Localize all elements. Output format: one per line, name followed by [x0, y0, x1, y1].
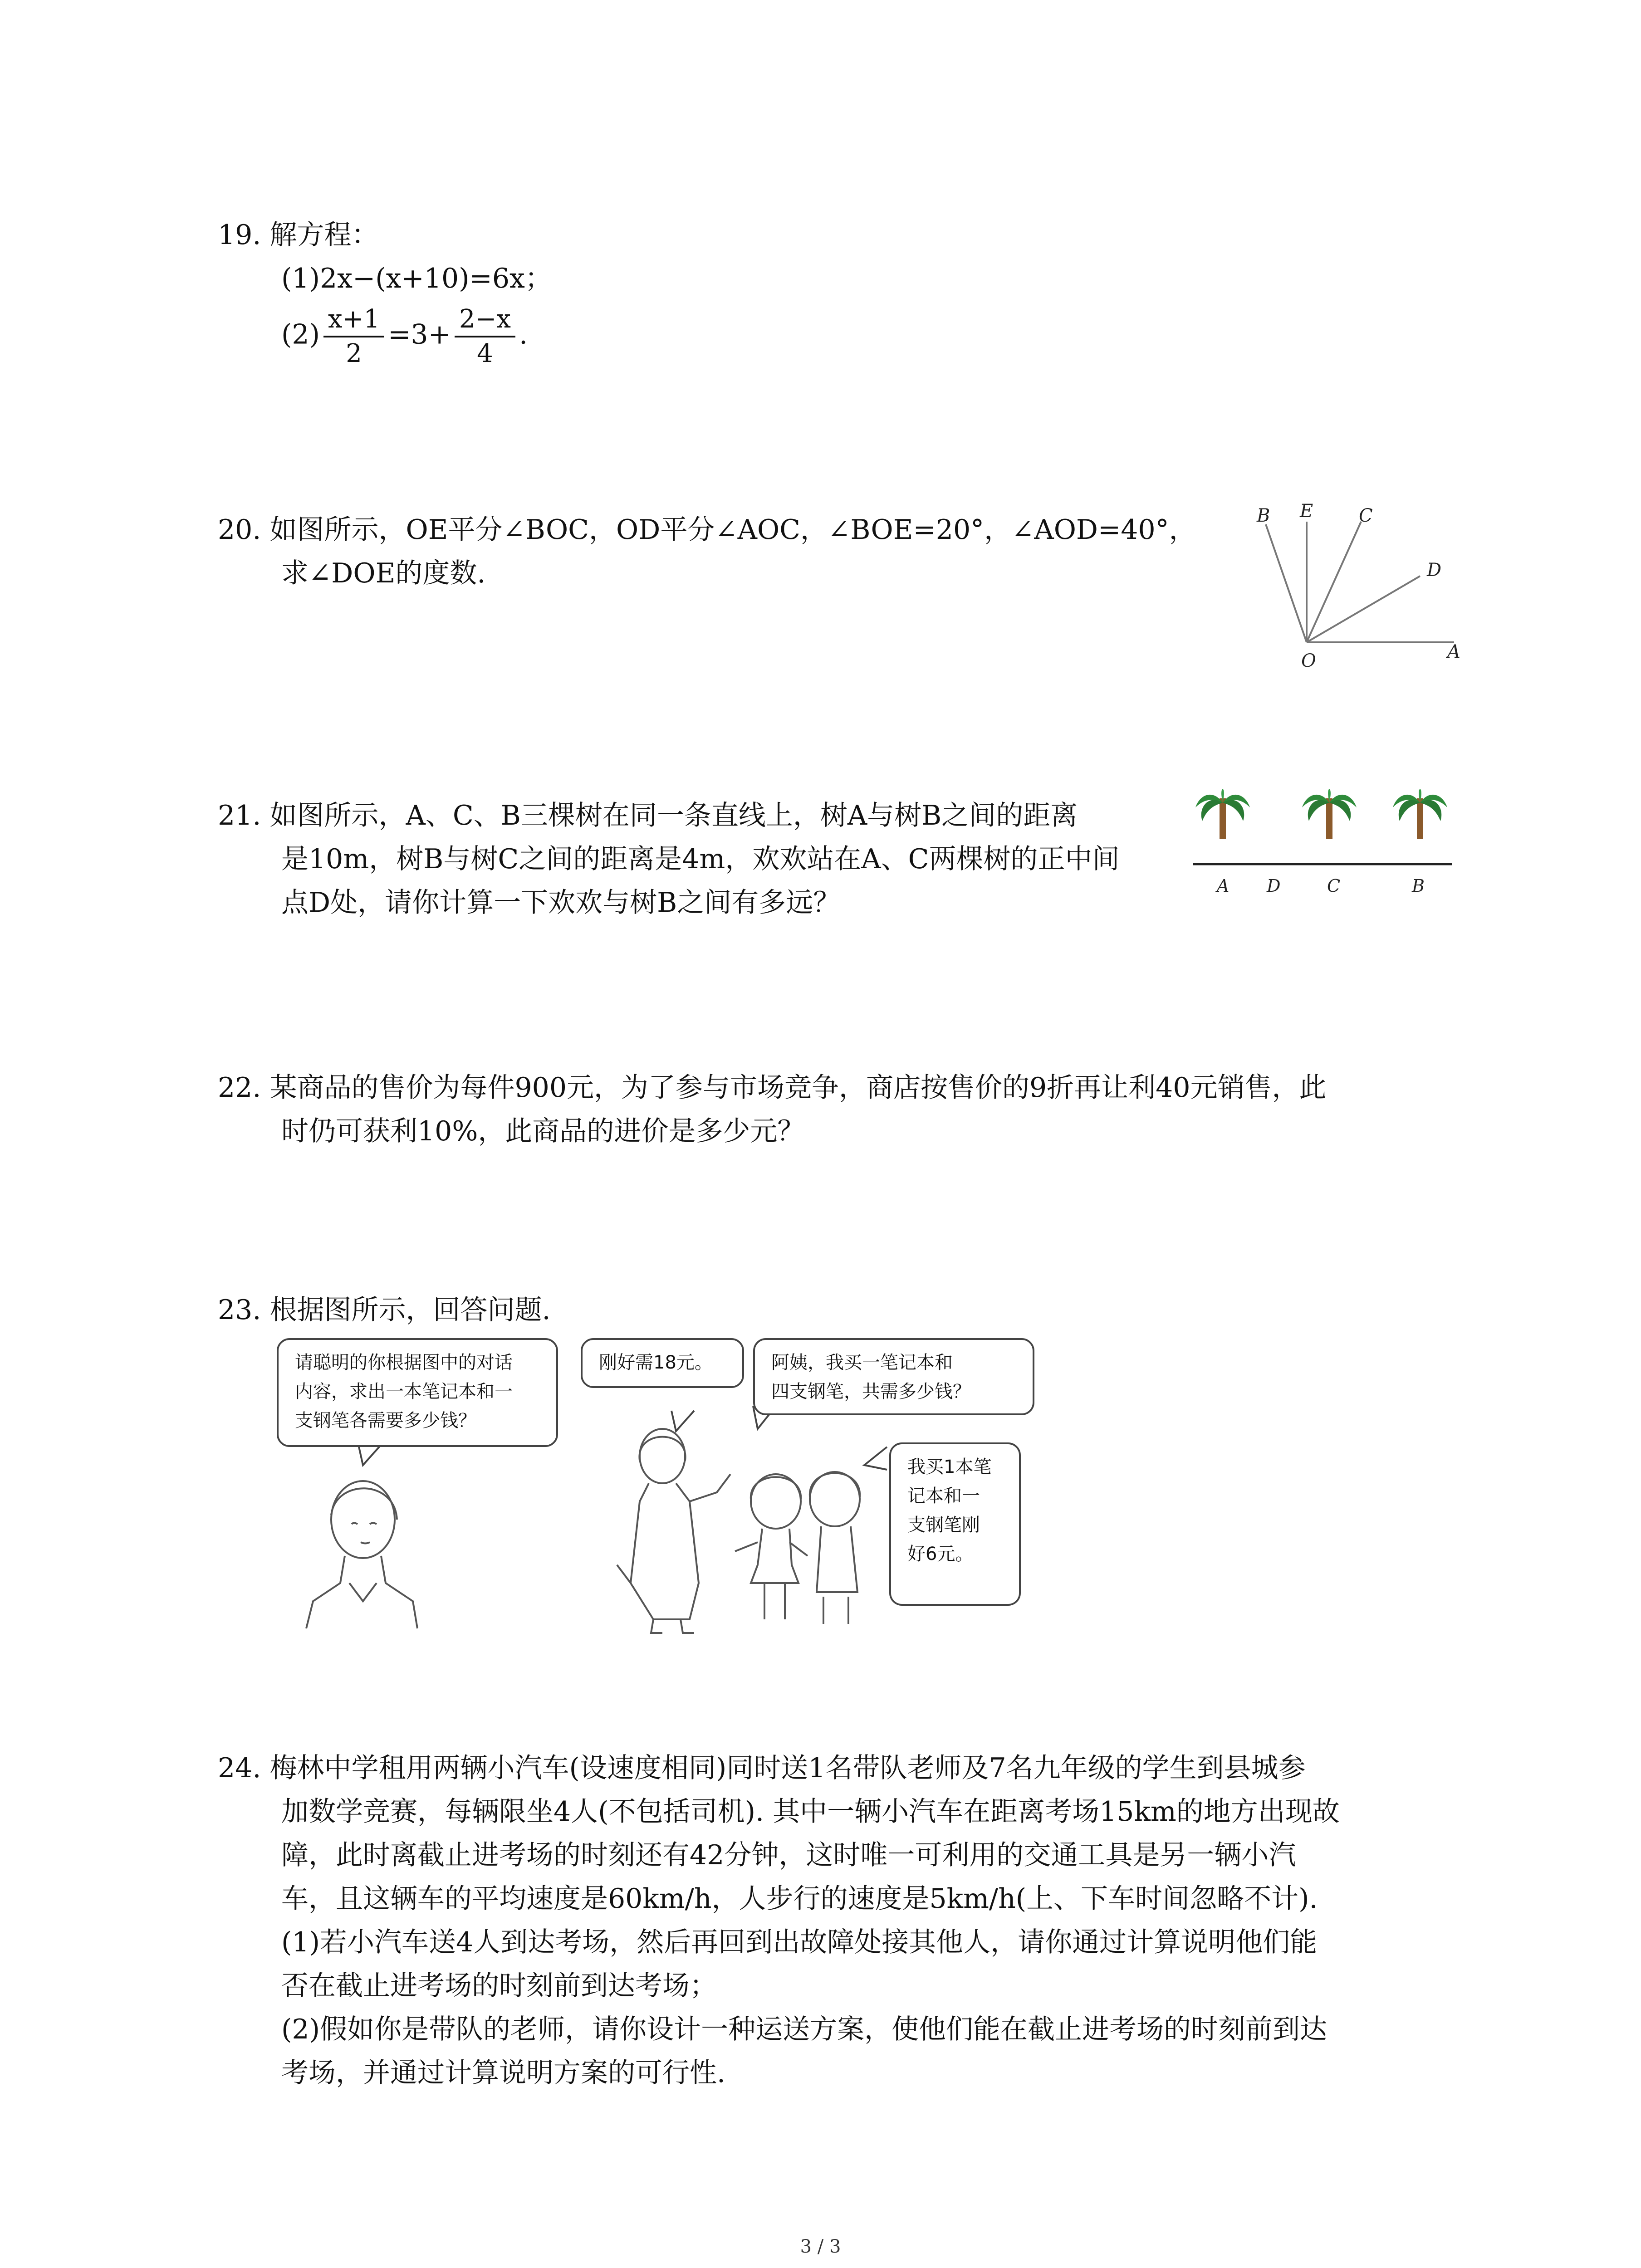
label-D: D: [1427, 560, 1442, 581]
q19-part1: (1)2x−(x+10)=6x；: [281, 263, 552, 294]
label-O: O: [1301, 650, 1316, 671]
q22-line2: 时仍可获利10%，此商品的进价是多少元？: [281, 1115, 805, 1147]
bubble3-line2: 四支钢笔，共需多少钱？: [771, 1381, 971, 1402]
q23-title: 23. 根据图所示，回答问题.: [218, 1294, 551, 1326]
q20-line2: 求∠DOE的度数.: [281, 557, 486, 589]
label-C: C: [1327, 876, 1341, 896]
girl-figure: [306, 1481, 417, 1628]
bubble4-line3: 支钢笔刚: [907, 1515, 980, 1535]
bubble2-tail: [671, 1411, 694, 1431]
page-number: 3 / 3: [800, 2236, 841, 2257]
bubble4-tail: [864, 1447, 887, 1470]
ray-OD: [1307, 576, 1420, 642]
teacher-figure: [617, 1429, 730, 1633]
label-A: A: [1447, 641, 1460, 662]
q21-line2: 是10m，树B与树C之间的距离是4m，欢欢站在A、C两棵树的正中间: [281, 843, 1120, 875]
label-D: D: [1267, 876, 1281, 896]
bubble1-line1: 请聪明的你根据图中的对话: [295, 1352, 513, 1373]
children-figure: [735, 1472, 860, 1624]
ray-OB: [1266, 524, 1307, 642]
angle-figure: [1252, 503, 1470, 676]
question-23: [218, 1288, 551, 1332]
q19-frac1-denominator: 2: [346, 339, 362, 368]
q24-line4: 车，且这辆车的平均速度是60km/h，人步行的速度是5km/h(上、下车时间忽略不计).: [281, 1883, 1318, 1915]
tree-B-icon: [1393, 789, 1447, 840]
q19-part2-mid: =3+: [388, 318, 451, 351]
bubble1-tail: [358, 1445, 381, 1465]
bubble-4: [889, 1442, 1021, 1606]
question-19: [218, 213, 552, 370]
q24-line6: 否在截止进考场的时刻前到达考场；: [281, 1970, 717, 2002]
label-B: B: [1412, 876, 1425, 896]
q20-line1: 20. 如图所示，OE平分∠BOC，OD平分∠AOC，∠BOE=20°，∠AOD=40°，: [218, 514, 1196, 546]
label-E: E: [1300, 503, 1313, 522]
q19-part2: [218, 303, 552, 370]
q19-frac1-numerator: x+1: [323, 303, 384, 337]
q19-fraction-1: [323, 303, 384, 370]
q19-part2-suffix: .: [519, 318, 528, 351]
tree-A-icon: [1195, 789, 1250, 840]
bubble-1: [277, 1338, 558, 1447]
q21-line1: 21. 如图所示，A、C、B三棵树在同一条直线上，树A与树B之间的距离: [218, 800, 1078, 831]
label-B: B: [1257, 505, 1270, 526]
bubble3-line1: 阿姨，我买一笔记本和: [771, 1352, 953, 1373]
q24-line5: (1)若小汽车送4人到达考场，然后再回到出故障处接其他人，请你通过计算说明他们能: [281, 1926, 1318, 1958]
question-21: [218, 794, 1120, 924]
q22-line1: 22. 某商品的售价为每件900元，为了参与市场竞争，商店按售价的9折再让利40元销售，此: [218, 1072, 1327, 1104]
bubble-2: [581, 1338, 744, 1388]
question-24: [218, 1746, 1340, 2095]
q19-frac2-denominator: 4: [477, 339, 493, 368]
q19-fraction-2: [455, 303, 515, 370]
q21-line3: 点D处，请你计算一下欢欢与树B之间有多远？: [281, 887, 841, 919]
bubble4-line2: 记本和一: [907, 1486, 980, 1506]
bubble2-line1: 刚好需18元。: [599, 1352, 713, 1373]
tree-C-icon: [1302, 789, 1357, 840]
label-C: C: [1359, 505, 1373, 526]
bubble-3: [753, 1338, 1034, 1415]
bubble4-line4: 好6元。: [907, 1544, 974, 1564]
q24-line8: 考场，并通过计算说明方案的可行性.: [281, 2057, 726, 2089]
question-20: [218, 508, 1196, 595]
bubble4-line1: 我买1本笔: [907, 1457, 992, 1477]
ray-OC: [1307, 522, 1361, 642]
q19-title: 19. 解方程：: [218, 219, 379, 251]
trees-figure: [1189, 780, 1456, 907]
q24-line3: 障，此时离截止进考场的时刻还有42分钟，这时唯一可利用的交通工具是另一辆小汽: [281, 1839, 1296, 1871]
q24-line1: 24. 梅林中学租用两辆小汽车(设速度相同)同时送1名带队老师及7名九年级的学生到县城参: [218, 1752, 1306, 1784]
q24-line7: (2)假如你是带队的老师，请你设计一种运送方案，使他们能在截止进考场的时刻前到达: [281, 2014, 1327, 2045]
question-22: [218, 1066, 1327, 1153]
q24-line2: 加数学竞赛，每辆限坐4人(不包括司机). 其中一辆小汽车在距离考场15km的地方出现故: [281, 1796, 1340, 1828]
bubble1-line2: 内容，求出一本笔记本和一: [295, 1381, 513, 1402]
bubble1-line3: 支钢笔各需要多少钱？: [295, 1410, 476, 1431]
label-A: A: [1217, 876, 1230, 896]
q19-frac2-numerator: 2−x: [455, 303, 515, 337]
q19-part2-prefix: (2): [281, 318, 320, 351]
